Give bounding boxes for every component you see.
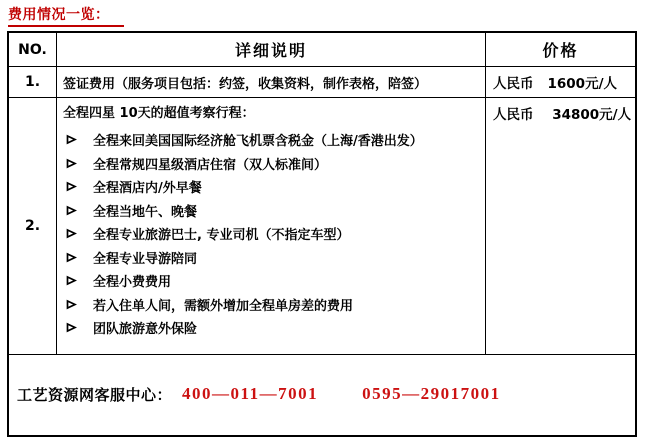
list-item-text: 全程小费费用 bbox=[93, 275, 172, 291]
table-row bbox=[9, 98, 635, 355]
arrowhead-right-icon bbox=[66, 322, 93, 333]
list-item-text: 全程常规四星级酒店住宿（双人标准间） bbox=[93, 157, 328, 173]
arrowhead-right-icon bbox=[66, 252, 93, 263]
list-item-text: 全程酒店内/外早餐 bbox=[93, 181, 202, 197]
price-currency: 人民币 bbox=[493, 107, 534, 123]
row-price bbox=[486, 98, 635, 354]
list-item-text: 若入住单人间，需额外增加全程单房差的费用 bbox=[93, 298, 354, 314]
row-description bbox=[57, 98, 486, 354]
itinerary-intro: 全程四星 10天的超值考察行程： bbox=[63, 106, 255, 121]
list-item-text: 全程当地午、晚餐 bbox=[93, 204, 198, 220]
list-item bbox=[63, 199, 481, 223]
header-price: 价格 bbox=[542, 41, 579, 60]
page-title-text: 费用情况一览： bbox=[8, 4, 124, 27]
list-item bbox=[63, 222, 481, 246]
list-item bbox=[63, 175, 481, 199]
service-phone-1: 400—011—7001 bbox=[182, 384, 319, 403]
list-item bbox=[63, 152, 481, 176]
arrowhead-right-icon bbox=[66, 228, 93, 239]
price-amount: 1600元/人 bbox=[547, 76, 618, 92]
table-header-row bbox=[9, 33, 635, 67]
header-description: 详细说明 bbox=[57, 33, 486, 66]
table-row bbox=[9, 67, 635, 98]
list-item-text: 全程专业旅游巴士, 专业司机（不指定车型） bbox=[93, 228, 350, 244]
service-phone-2: 0595—29017001 bbox=[362, 384, 501, 403]
arrowhead-right-icon bbox=[66, 181, 93, 192]
arrowhead-right-icon bbox=[66, 158, 93, 169]
list-item bbox=[63, 316, 481, 340]
service-center-row bbox=[9, 355, 635, 433]
arrowhead-right-icon bbox=[66, 134, 93, 145]
list-item bbox=[63, 293, 481, 317]
list-item bbox=[63, 246, 481, 270]
page-title bbox=[8, 4, 124, 27]
arrowhead-right-icon bbox=[66, 205, 93, 216]
price-currency: 人民币 bbox=[493, 76, 534, 92]
price-amount: 34800元/人 bbox=[552, 107, 632, 123]
service-center-label: 工艺资源网客服中心： bbox=[17, 385, 173, 404]
header-no: NO. bbox=[9, 33, 57, 66]
list-item-text: 全程来回美国国际经济舱飞机票含税金（上海/香港出发） bbox=[93, 134, 423, 150]
row-number: 2. bbox=[9, 98, 57, 354]
row-price bbox=[486, 67, 635, 97]
row-description bbox=[57, 67, 486, 97]
fee-table bbox=[7, 31, 637, 437]
arrowhead-right-icon bbox=[66, 299, 93, 310]
row-number: 1. bbox=[9, 67, 57, 97]
visa-fee-text: 签证费用（服务项目包括：约签，收集资料，制作表格，陪签） bbox=[63, 76, 428, 92]
list-item bbox=[63, 128, 481, 152]
list-item-text: 团队旅游意外保险 bbox=[93, 322, 198, 338]
arrowhead-right-icon bbox=[66, 275, 93, 286]
list-item bbox=[63, 269, 481, 293]
list-item-text: 全程专业导游陪同 bbox=[93, 251, 198, 267]
